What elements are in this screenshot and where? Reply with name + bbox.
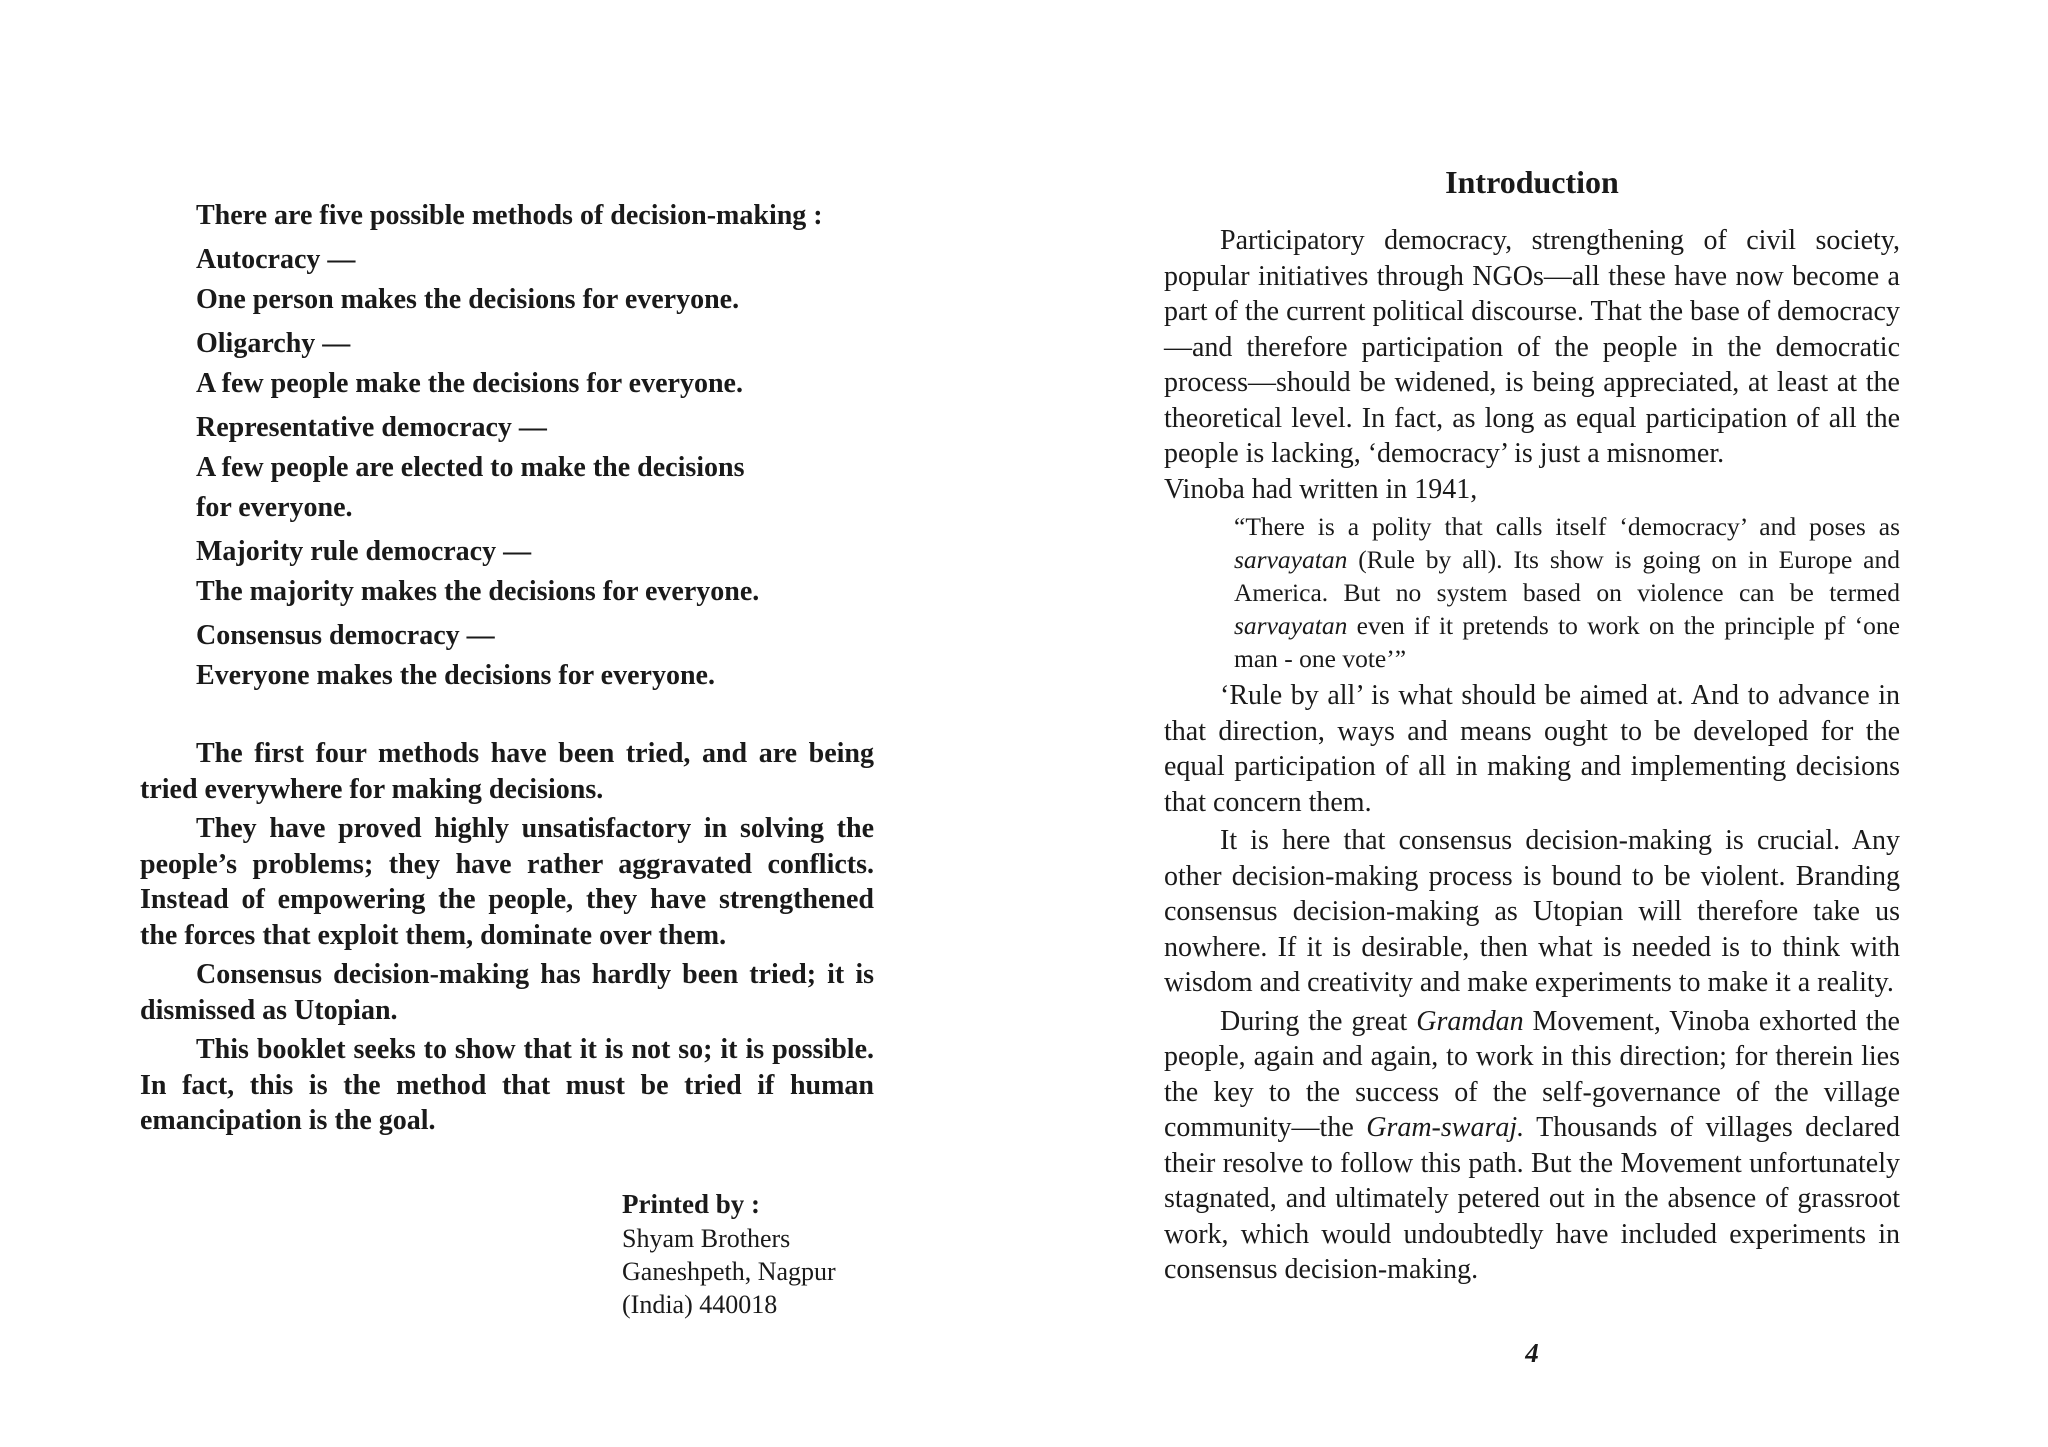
paragraph-text: Movement, Vinoba exhorted the people, again and again, to work in this direction; for therein lies the key to the success of the self-governance of the village community—the: [1164, 1005, 1900, 1143]
method-item: [196, 240, 916, 320]
method-description: A few people make the decisions for everyone.: [196, 368, 743, 399]
quote-text: “There is a polity that calls itself ‘democracy’ and poses as: [1234, 512, 1900, 541]
method-item: [196, 408, 916, 528]
paragraph: This booklet seeks to show that it is not so; it is possible. In fact, this is the method that must be tried if human emancipation is the goal.: [140, 1034, 874, 1136]
vinoba-quote: [1234, 510, 1900, 675]
printer-name: Shyam Brothers: [622, 1224, 791, 1253]
method-name: Majority rule democracy —: [196, 536, 532, 567]
italic-term: Gram-swaraj.: [1366, 1112, 1525, 1143]
paragraph-tail: Vinoba had written in 1941,: [1164, 473, 1478, 505]
methods-list: [196, 196, 916, 696]
printer-postal: (India) 440018: [622, 1290, 778, 1319]
paragraph-text: Thousands of villages declared their resolve to follow this path. But the Movement unfortunately stagnated, and ultimately petered out in the absence of grassroot work, which would undoubtedly have included experiments in consensus decision-making.: [1164, 1112, 1900, 1285]
page-number: 4: [1525, 1338, 1539, 1368]
quote-text: (Rule by all). Its show is going on in Europe and America. But no system based on violence can be termed: [1234, 545, 1900, 607]
method-name: Consensus democracy —: [196, 620, 495, 651]
method-description: A few people are elected to make the decisions: [196, 452, 745, 483]
printer-credit: [622, 1188, 922, 1321]
printed-by-label: Printed by :: [622, 1189, 760, 1219]
method-description: The majority makes the decisions for everyone.: [196, 576, 760, 607]
method-name: Representative democracy —: [196, 412, 547, 443]
methods-intro: There are five possible methods of decision-making :: [196, 200, 823, 231]
paragraph-text: During the great: [1220, 1005, 1417, 1037]
quote-italic-term: sarvayatan: [1234, 611, 1348, 640]
method-description: Everyone makes the decisions for everyone.: [196, 660, 715, 691]
introduction-body: [1164, 223, 1900, 1291]
method-item: [196, 616, 916, 696]
method-name: Oligarchy —: [196, 328, 351, 359]
printer-address: Ganeshpeth, Nagpur: [622, 1257, 836, 1286]
paragraph: Consensus decision-making has hardly been tried; it is dismissed as Utopian.: [140, 959, 874, 1026]
quote-text: even if it pretends to work on the principle pf ‘one man - one vote’”: [1234, 611, 1900, 673]
method-description: for everyone.: [196, 492, 353, 523]
summary-paragraphs: [140, 736, 874, 1143]
method-name: Autocracy —: [196, 244, 356, 275]
paragraph: [1164, 1004, 1900, 1288]
paragraph: It is here that consensus decision-making is crucial. Any other decision-making process is bound to be violent. Branding consensus decision-making as Utopian will therefore take us nowhere. If it is desirable, then what is needed is to think with wisdom and creativity and make experiments to make it a reality.: [1164, 825, 1900, 998]
italic-term: Gramdan: [1416, 1005, 1524, 1037]
paragraph: ‘Rule by all’ is what should be aimed at. And to advance in that direction, ways and means ought to be developed for the equal participation of all in making and implementing decisions that concern them.: [1164, 680, 1900, 818]
paragraph: Participatory democracy, strengthening of civil society, popular initiatives through NGOs—all these have now become a part of the current political discourse. That the base of democracy—and therefore participation of the people in the democratic process—should be widened, is being appreciated, at least at the theoretical level. In fact, as long as equal participation of all the people is lacking, ‘democracy’ is just a misnomer.: [1164, 225, 1900, 469]
method-description: One person makes the decisions for everyone.: [196, 284, 740, 315]
method-item: [196, 532, 916, 612]
paragraph: The first four methods have been tried, and are being tried everywhere for making decisions.: [140, 738, 874, 805]
page-title: Introduction: [1445, 164, 1619, 200]
quote-italic-term: sarvayatan: [1234, 545, 1348, 574]
method-item: [196, 324, 916, 404]
paragraph: They have proved highly unsatisfactory in solving the people’s problems; they have rather aggravated conflicts. Instead of empowering the people, they have strengthened the forces that exploit them, dominate over them.: [140, 813, 874, 951]
